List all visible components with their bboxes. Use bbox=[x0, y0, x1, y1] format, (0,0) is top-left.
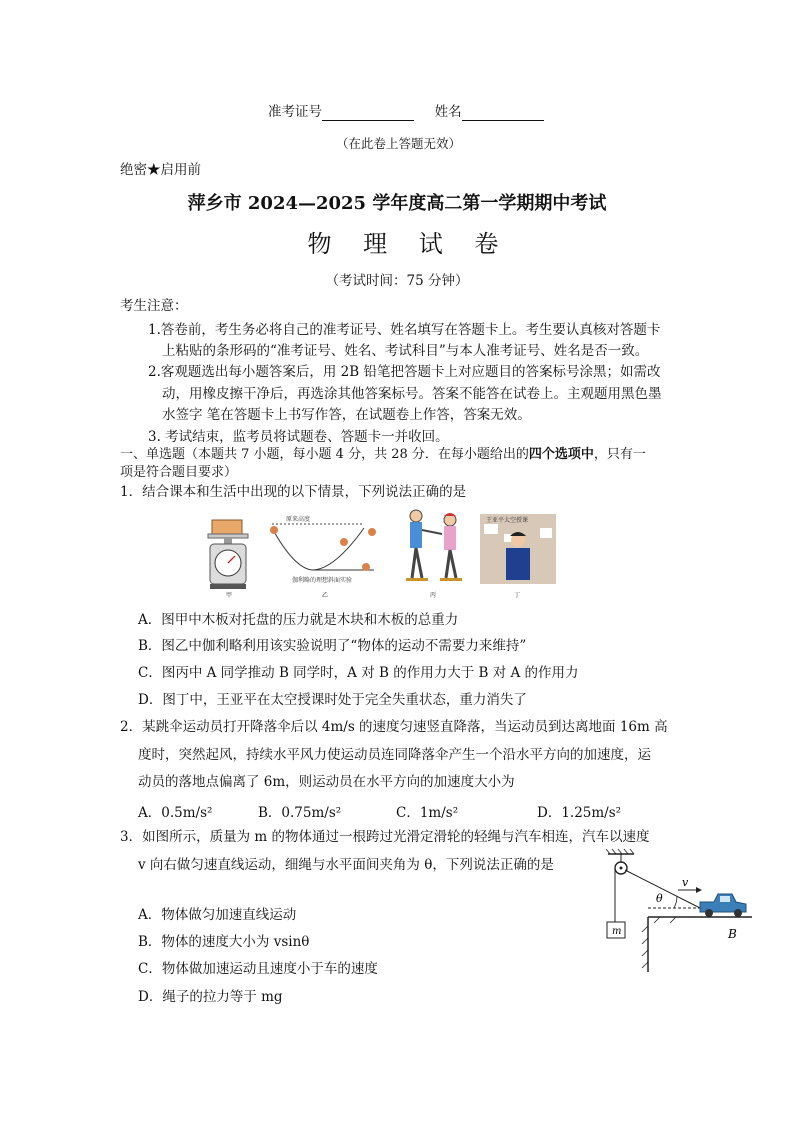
section1-heading: 一、单选题（本题共 7 小题，每小题 4 分，共 28 分．在每小题给出的四个选项中，只有一 bbox=[120, 447, 646, 462]
note-line: 上粘贴的条形码的“准考证号、姓名、考试科目”与本人准考证号、姓名是否一致。 bbox=[162, 343, 649, 359]
point-label: B bbox=[728, 927, 737, 941]
invalid-note: （在此卷上答题无效） bbox=[336, 136, 462, 151]
name-label: 姓名 bbox=[434, 104, 462, 120]
exam-time: （考试时间：75 分钟） bbox=[325, 273, 469, 289]
q2-stem-line: 度时，突然起风，持续水平风力使运动员连同降落伞产生一个沿水平方向的加速度，运 bbox=[138, 747, 651, 763]
q1-option-d[interactable]: D．图丁中，王亚平在太空授课时处于完全失重状态，重力消失了 bbox=[138, 692, 527, 708]
fig-label-jia: 甲 bbox=[226, 592, 233, 598]
note-line: 3. 考试结束，监考员将试题卷、答题卡一并收回。 bbox=[148, 429, 449, 445]
fig-label-ding: 丁 bbox=[514, 592, 521, 598]
skaters-figure bbox=[406, 510, 462, 581]
q1-option-c[interactable]: C．图丙中 A 同学推动 B 同学时，A 对 B 的作用力大于 B 对 A 的作用力 bbox=[138, 665, 579, 681]
scale-figure bbox=[208, 520, 248, 589]
q3-option-a[interactable]: A．物体做匀加速直线运动 bbox=[138, 907, 297, 923]
q3-option-b[interactable]: B．物体的速度大小为 vsinθ bbox=[138, 934, 310, 950]
mass-label: m bbox=[612, 926, 622, 937]
q3-option-c[interactable]: C．物体做加速运动且速度小于车的速度 bbox=[138, 961, 378, 977]
velocity-label: v bbox=[682, 876, 689, 889]
svg-text:王亚平太空授课: 王亚平太空授课 bbox=[486, 517, 529, 524]
q2-stem-line: 动员的落地点偏离了 6m，则运动员在水平方向的加速度大小为 bbox=[138, 774, 515, 790]
subject-title: 物 理 试 卷 bbox=[307, 230, 511, 258]
q1-stem: 1．结合课本和生活中出现的以下情景，下列说法正确的是 bbox=[120, 484, 467, 500]
q3-figure bbox=[604, 846, 754, 976]
note-line: 1.答卷前，考生务必将自己的准考证号、姓名填写在答题卡上。考生要认真核对答题卡 bbox=[148, 322, 661, 338]
fig-label-bing: 丙 bbox=[430, 592, 437, 598]
q3-stem-line: 3．如图所示，质量为 m 的物体通过一根跨过光滑定滑轮的轻绳与汽车相连，汽车以速度 bbox=[120, 829, 650, 845]
note-line: 水签字 笔在答题卡上书写作答，在试题卷上作答，答案无效。 bbox=[162, 407, 531, 423]
q1-figure-panel bbox=[204, 508, 564, 598]
exam-id-label: 准考证号 bbox=[268, 104, 322, 120]
name-blank[interactable] bbox=[462, 106, 544, 121]
section1-heading-cont: 项是符合题目要求） bbox=[120, 465, 238, 480]
q2-option-a[interactable]: A．0.5m/s² bbox=[138, 805, 213, 821]
note-line: 动，用橡皮擦干净后，再选涂其他答案标号。答案不能答在试卷上。主观题用黑色墨 bbox=[162, 386, 662, 402]
astronaut-figure bbox=[480, 514, 556, 584]
q3-stem-line: v 向右做匀速直线运动，细绳与水平面间夹角为 θ，下列说法正确的是 bbox=[138, 857, 554, 873]
secret-label: 绝密★启用前 bbox=[120, 162, 201, 178]
exam-title: 萍乡市 2024—2025 学年度高二第一学期期中考试 bbox=[187, 193, 607, 214]
q2-option-c[interactable]: C．1m/s² bbox=[396, 805, 459, 821]
svg-text:伽利略的理想斜面实验: 伽利略的理想斜面实验 bbox=[292, 577, 353, 584]
q2-stem-line: 2．某跳伞运动员打开降落伞后以 4m/s 的速度匀速竖直降落，当运动员到达离地面 16m 高 bbox=[120, 719, 668, 735]
car bbox=[700, 894, 746, 917]
exam-id-blank[interactable] bbox=[322, 106, 414, 121]
note-line: 2.客观题选出每小题答案后，用 2B 铅笔把答题卡上对应题目的答案标号涂黑；如需改 bbox=[148, 364, 661, 380]
exam-id-line bbox=[268, 103, 544, 121]
q3-option-d[interactable]: D．绳子的拉力等于 mg bbox=[138, 989, 283, 1005]
svg-text:原来高度: 原来高度 bbox=[286, 516, 311, 523]
fig-label-yi: 乙 bbox=[322, 592, 329, 598]
q1-option-a[interactable]: A．图甲中木板对托盘的压力就是木块和木板的总重力 bbox=[138, 612, 459, 628]
notes-heading: 考生注意： bbox=[120, 298, 188, 314]
galileo-figure bbox=[270, 515, 376, 584]
angle-label: θ bbox=[656, 892, 663, 905]
q2-option-d[interactable]: D．1.25m/s² bbox=[537, 805, 622, 821]
q1-option-b[interactable]: B．图乙中伽利略利用该实验说明了“物体的运动不需要力来维持” bbox=[138, 638, 527, 654]
q2-option-b[interactable]: B．0.75m/s² bbox=[258, 805, 342, 821]
